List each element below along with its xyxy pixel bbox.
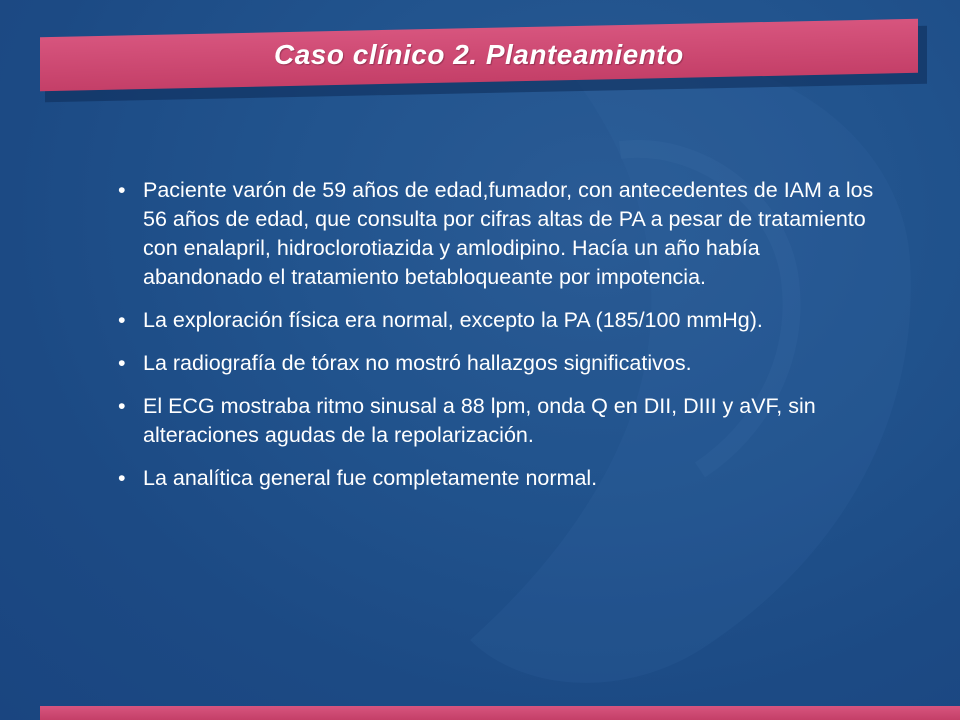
bullet-dot: •	[118, 351, 126, 375]
bullet-item	[118, 176, 878, 292]
bullet-item	[118, 464, 878, 493]
bullet-text: La radiografía de tórax no mostró hallazgos significativos.	[143, 351, 692, 375]
slide-title: Caso clínico 2. Planteamiento	[274, 39, 684, 71]
bullet-text: La analítica general fue completamente normal.	[143, 466, 598, 490]
bullet-dot: •	[118, 178, 126, 202]
bullet-item	[118, 349, 878, 378]
bullet-item	[118, 392, 878, 450]
bullet-item	[118, 306, 878, 335]
bullet-list	[118, 176, 878, 507]
bullet-dot: •	[118, 394, 126, 418]
footer-bar	[40, 706, 960, 720]
bullet-text: El ECG mostraba ritmo sinusal a 88 lpm, onda Q en DII, DIII y aVF, sin alteraciones agudas de la repolarización.	[143, 394, 816, 447]
bullet-dot: •	[118, 308, 126, 332]
bullet-text: Paciente varón de 59 años de edad,fumador, con antecedentes de IAM a los 56 años de edad, que consulta por cifras altas de PA a pesar de tratamiento con enalapril, hidroclorotiazida y amlodipino. Hacía un año había abandonado el tratamiento betabloqueante por impotencia.	[143, 178, 874, 289]
bullet-text: La exploración física era normal, excepto la PA (185/100 mmHg).	[143, 308, 763, 332]
bullet-dot: •	[118, 466, 126, 490]
